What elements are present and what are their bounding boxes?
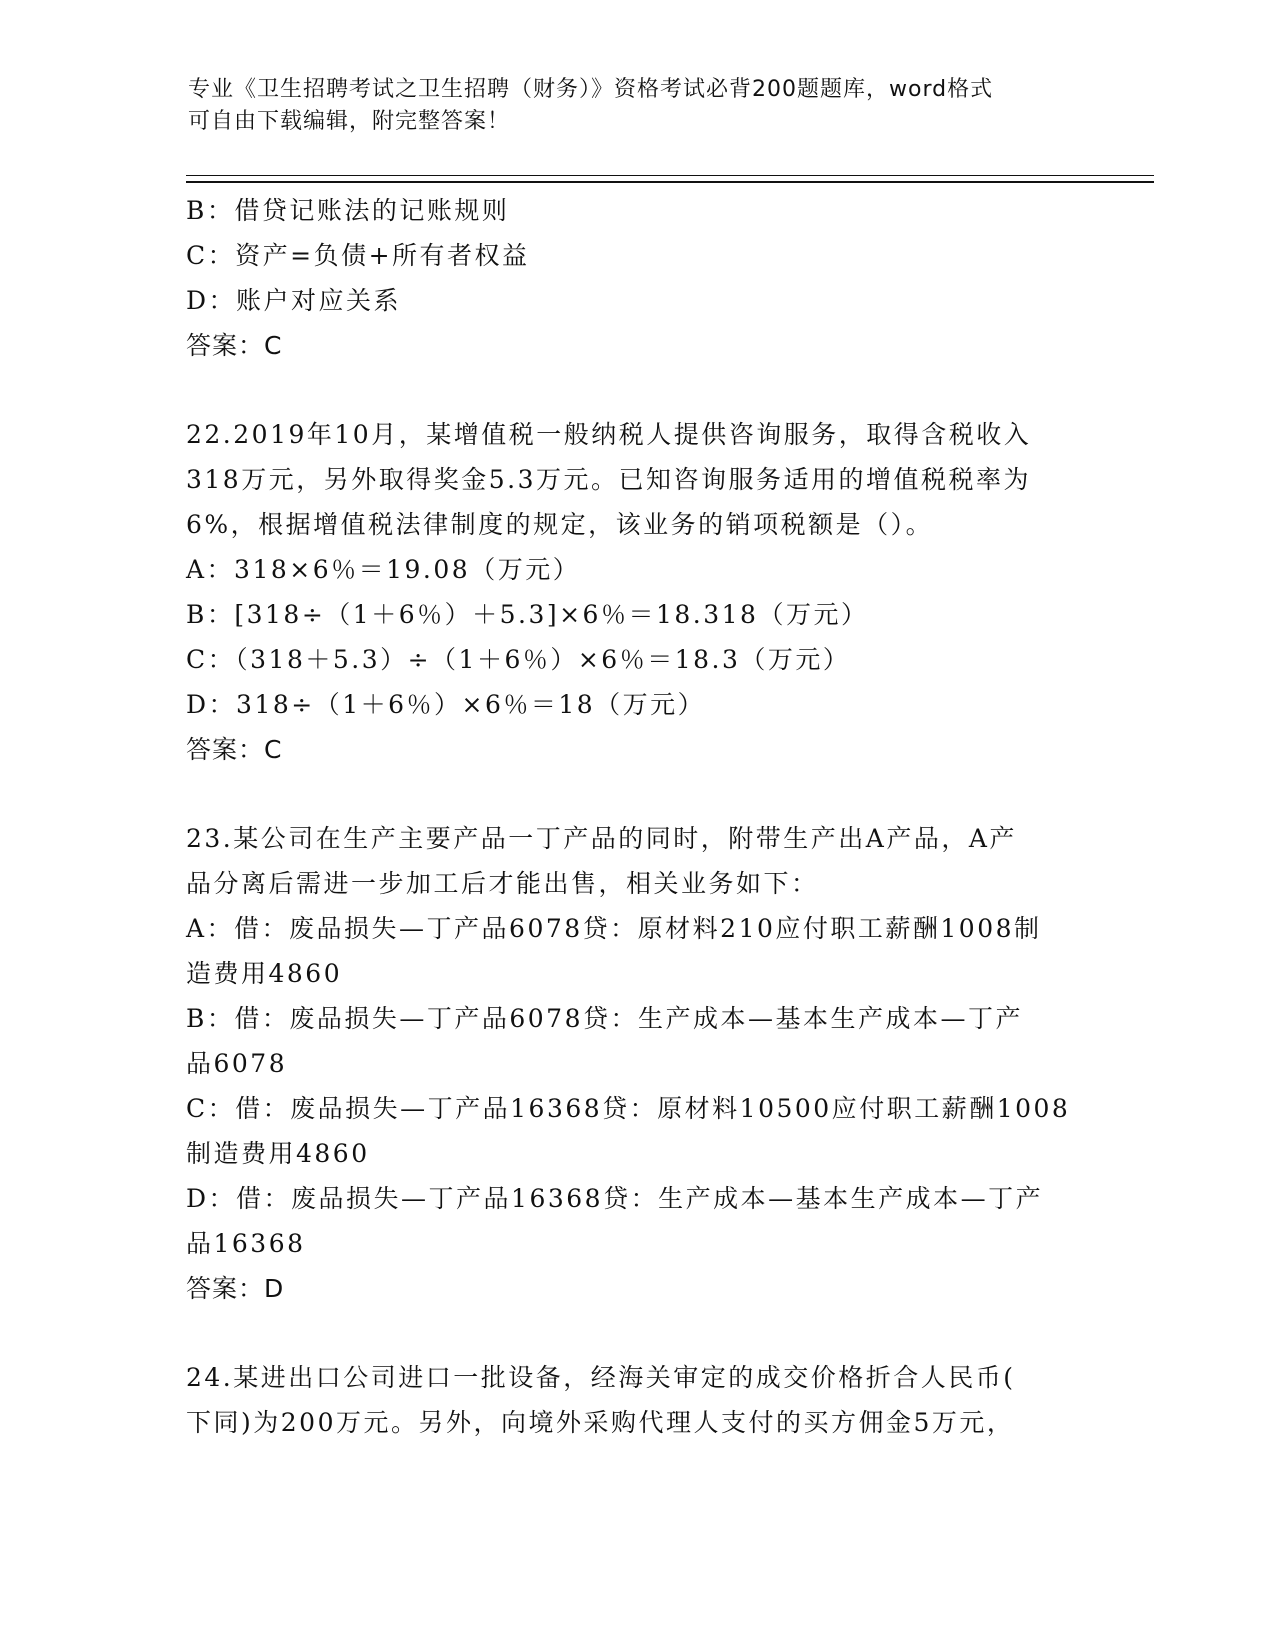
question-stem-line: 下同)为200万元。另外，向境外采购代理人支付的买方佣金5万元， [186,1408,1015,1437]
question-stem-line: 22.2019年10月，某增值税一般纳税人提供咨询服务，取得含税收入 [186,420,1032,449]
question-stem-line: 23.某公司在生产主要产品一丁产品的同时，附带生产出A产品，A产 [186,824,1017,853]
question-21 [186,188,1086,368]
option-d: D：318÷（1＋6％）×6％＝18（万元） [186,690,706,719]
option-a: A：318×6％＝19.08（万元） [186,555,581,584]
option-c-continued: 制造费用4860 [186,1139,370,1168]
question-list [186,188,1086,1445]
spacer [186,1311,1086,1355]
option-d: D：账户对应关系 [186,286,402,315]
question-22 [186,412,1086,772]
question-stem-line: 24.某进出口公司进口一批设备，经海关审定的成交价格折合人民币( [186,1363,1016,1392]
question-stem-line: 6%，根据增值税法律制度的规定，该业务的销项税额是（）。 [186,510,934,539]
option-d-continued: 品16368 [186,1229,306,1258]
question-24 [186,1355,1086,1445]
answer-label: 答案：D [186,1274,285,1303]
option-b: B：借：废品损失—丁产品6078贷：生产成本—基本生产成本—丁产 [186,1004,1023,1033]
option-c: C：资产=负债+所有者权益 [186,241,530,270]
header-line-2: 可自由下载编辑，附完整答案！ [188,109,511,134]
option-c: C：借：废品损失—丁产品16368贷：原材料10500应付职工薪酬1008 [186,1094,1071,1123]
header-divider-thick [186,181,1154,183]
option-b: B：借贷记账法的记账规则 [186,196,510,225]
option-a-continued: 造费用4860 [186,959,343,988]
option-b-continued: 品6078 [186,1049,288,1078]
option-a: A：借：废品损失—丁产品6078贷：原材料210应付职工薪酬1008制 [186,914,1042,943]
question-stem-line: 品分离后需进一步加工后才能出售，相关业务如下： [186,869,819,898]
spacer [186,772,1086,816]
question-23 [186,816,1086,1311]
header-divider-thin [186,175,1154,176]
header-line-1: 专业《卫生招聘考试之卫生招聘（财务）》资格考试必背200题题库，word格式 [188,77,994,102]
document-header [188,74,1068,138]
spacer [186,368,1086,412]
question-stem-line: 318万元，另外取得奖金5.3万元。已知咨询服务适用的增值税税率为 [186,465,1031,494]
answer-label: 答案：C [186,735,283,764]
option-c: C：（318＋5.3）÷（1＋6％）×6％＝18.3（万元） [186,645,851,674]
option-d: D：借：废品损失—丁产品16368贷：生产成本—基本生产成本—丁产 [186,1184,1044,1213]
answer-label: 答案：C [186,331,283,360]
option-b: B：[318÷（1＋6％）＋5.3]×6％＝18.318（万元） [186,600,869,629]
